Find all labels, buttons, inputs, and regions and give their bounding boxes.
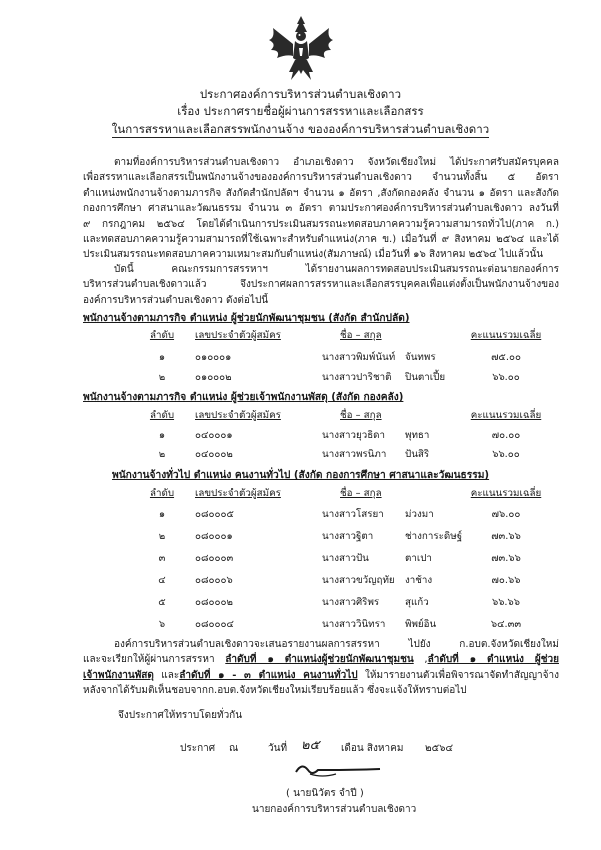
row-score: ๗๐.๖๖: [491, 575, 521, 586]
header-score: คะแนนรวมเฉลี่ย: [470, 330, 542, 341]
conclusion-line: [83, 668, 559, 683]
row-no: ๑: [158, 430, 166, 441]
row-id: ๐๘๐๐๐๒: [195, 597, 233, 608]
row-first-name: นางสาวขวัญฤทัย: [322, 575, 395, 586]
committee-line: องค์การบริหารส่วนตำบลเชิงดาว ดังต่อไปนี้: [83, 294, 269, 306]
conclusion-emphasis: เจ้าพนักงานพัสดุ: [83, 669, 154, 681]
row-first-name: นางสาวฐิตา: [322, 531, 374, 542]
conclusion-line: [83, 652, 559, 667]
section-title-community-dev: พนักงานจ้างตามภารกิจ ตำแหน่ง ผู้ช่วยนักพัฒนาชุมชน (สังกัด สำนักปลัด): [83, 313, 410, 324]
row-score: ๖๔.๓๓: [490, 619, 522, 630]
row-last-name: จันทพร: [405, 352, 436, 363]
conclusion-paragraph: [83, 637, 559, 699]
row-last-name: ช่างการะดิษฐ์: [405, 531, 463, 542]
conclusion-text: และจะเรียกให้ผู้ผ่านการสรรหา: [83, 654, 226, 666]
committee-paragraph: [83, 262, 559, 308]
month-label: เดือน สิงหาคม: [341, 743, 404, 754]
row-id: ๐๘๐๐๐๑: [195, 531, 233, 542]
subtitle-text: ในการสรรหาและเลือกสรรพนักงานจ้าง ขององค์การบริหารส่วนตำบลเชิงดาว: [111, 122, 490, 136]
row-id: ๐๑๐๐๐๑: [195, 352, 232, 363]
conclusion-text: ให้มารายงานตัวเพื่อพิจารณาจัดทำสัญญาจ้าง: [357, 669, 559, 681]
row-id: ๐๘๐๐๐๓: [195, 553, 234, 564]
section-title-general-worker: พนักงานจ้างทั่วไป ตำแหน่ง คนงานทั่วไป (สังกัด กองการศึกษา ศาสนาและวัฒนธรรม): [112, 470, 490, 481]
header-id: เลขประจำตัวผู้สมัคร: [195, 330, 281, 341]
header-no: ลำดับ: [149, 410, 175, 421]
row-first-name: นางสาวยุวธิดา: [322, 430, 386, 441]
intro-paragraph: [83, 155, 559, 263]
intro-line: ประเมินสมรรถนะทดสอบภาคความเหมาะสมกับตำแหน่ง(สัมภาษณ์) เมื่อวันที่ ๑๖ สิงหาคม ๒๕๖๔ ไปแล้วนั้น: [83, 249, 544, 261]
intro-line: กองการศึกษา ศาสนาและวัฒนธรรม จำนวน ๓ อัตรา ตามประกาศองค์การบริหารส่วนตำบลเชิงดาว ลงวันที่: [83, 203, 559, 215]
conclusion-line: องค์การบริหารส่วนตำบลเชิงดาวจะเสนอรายงานผลการสรรหา ไปยัง ก.อบต.จังหวัดเชียงใหม่: [114, 639, 559, 650]
row-no: ๖: [158, 619, 166, 630]
conclusion-emphasis: ลำดับที่ ๑ ตำแหน่งผู้ช่วยนักพัฒนาชุมชน: [225, 654, 414, 666]
row-first-name: นางสาวศิริพร: [322, 597, 380, 608]
announced-label: ประกาศ: [180, 743, 216, 754]
intro-line: เพื่อสรรหาและเลือกสรรเป็นพนักงานจ้างขององค์การบริหารส่วนตำบลเชิงดาว จำนวนทั้งสิ้น ๕ อัตรา: [83, 172, 559, 184]
garuda-emblem-icon: [265, 14, 337, 84]
header-name: ชื่อ – สกุล: [340, 410, 382, 421]
subject-line: เรื่อง ประกาศรายชื่อผู้ผ่านการสรรหาและเลือกสรร: [177, 104, 424, 118]
row-no: ๑: [158, 352, 166, 363]
row-no: ๓: [158, 553, 166, 564]
row-score: ๖๖.๐๐: [492, 449, 520, 460]
row-score: ๗๓.๖๖: [491, 531, 521, 542]
row-no: ๕: [158, 597, 166, 608]
row-last-name: พิพย์อิน: [405, 619, 437, 630]
conclusion-text: ,: [413, 654, 428, 666]
row-last-name: งาช้าง: [405, 575, 433, 586]
row-id: ๐๔๐๐๐๑: [195, 430, 233, 441]
row-last-name: สุแก้ว: [405, 597, 429, 608]
row-id: ๐๔๐๐๐๒: [195, 449, 233, 460]
year-value: ๒๕๖๔: [425, 743, 454, 754]
row-no: ๒: [158, 372, 166, 383]
row-first-name: นางสาวปัน: [322, 553, 369, 564]
row-no: ๒: [158, 531, 166, 542]
row-last-name: ปันสิริ: [405, 449, 430, 460]
row-score: ๗๓.๖๖: [491, 553, 521, 564]
row-last-name: ปินตาเปี้ย: [405, 372, 446, 383]
row-first-name: นางสาวพิมพ์นันท์: [322, 352, 396, 363]
row-score: ๖๖.๐๐: [492, 372, 520, 383]
signatory-position: นายกองค์การบริหารส่วนตำบลเชิงดาว: [252, 804, 417, 815]
row-last-name: ม่วงมา: [405, 509, 434, 520]
conclusion-emphasis: ลำดับที่ ๑ ตำแหน่ง ผู้ช่วย: [427, 654, 559, 666]
header-no: ลำดับ: [149, 488, 175, 499]
intro-line: และทดสอบภาคความรู้ความสามารถที่ใช้เฉพาะสำหรับตำแหน่ง(ภาค ข.) เมื่อวันที่ ๙ สิงหาคม ๒๕๖๔ และได้: [83, 234, 559, 246]
day-value: ๒๕: [301, 738, 320, 753]
row-no: ๔: [158, 575, 166, 586]
subtitle-line: [0, 121, 601, 139]
row-last-name: พุทธา: [405, 430, 430, 441]
day-label: วันที่: [268, 743, 288, 754]
row-id: ๐๘๐๐๐๖: [195, 575, 233, 586]
org-title: ประกาศองค์การบริหารส่วนตำบลเชิงดาว: [199, 87, 402, 101]
conclusion-text: และ: [153, 669, 180, 681]
row-id: ๐๘๐๐๐๕: [195, 509, 234, 520]
committee-line: บริหารส่วนตำบลเชิงดาวแล้ว จึงประกาศผลการสรรหาและเลือกสรรบุคคลเพื่อแต่งตั้งเป็นพนักงานจ้างของ: [83, 279, 559, 291]
intro-line: ตามที่องค์การบริหารส่วนตำบลเชิงดาว อำเภอเชิงดาว จังหวัดเชียงใหม่ ได้ประกาศรับสมัครบุคคล: [114, 157, 559, 168]
closing-statement: จึงประกาศให้ทราบโดยทั่วกัน: [118, 710, 243, 721]
row-score: ๖๖.๖๖: [492, 597, 520, 608]
section-title-supply: พนักงานจ้างตามภารกิจ ตำแหน่ง ผู้ช่วยเจ้าพนักงานพัสดุ (สังกัด กองคลัง): [83, 392, 404, 403]
committee-line: บัดนี้ คณะกรรมการสรรหาฯ ได้รายงานผลการทดสอบประเมินสมรรถนะต่อนายกองค์การ: [114, 264, 559, 275]
row-no: ๒: [158, 449, 166, 460]
row-score: ๗๖.๐๐: [491, 509, 521, 520]
signatory-name: ( นายนิวัตร จำปี ): [286, 788, 364, 799]
signature-image: [292, 758, 384, 780]
row-score: ๗๕.๐๐: [491, 352, 521, 363]
row-last-name: ตาเปา: [405, 553, 432, 564]
header-name: ชื่อ – สกุล: [340, 488, 382, 499]
row-first-name: นางสาวปาริชาติ: [322, 372, 392, 383]
header-id: เลขประจำตัวผู้สมัคร: [195, 410, 281, 421]
conclusion-line: หลังจากได้รับมติเห็นชอบจากก.อบต.จังหวัดเชียงใหม่เรียบร้อยแล้ว ซึ่งจะแจ้งให้ทราบต่อไป: [83, 685, 467, 697]
row-first-name: นางสาวโสรยา: [322, 509, 384, 520]
row-id: ๐๘๐๐๐๔: [195, 619, 234, 630]
header-score: คะแนนรวมเฉลี่ย: [470, 488, 542, 499]
conclusion-emphasis: ลำดับที่ ๑ - ๓ ตำแหน่ง คนงานทั่วไป: [179, 669, 358, 681]
row-id: ๐๑๐๐๐๒: [195, 372, 232, 383]
row-no: ๑: [158, 509, 166, 520]
intro-line: ๙ กรกฎาคม ๒๕๖๔ โดยได้ดำเนินการประเมินสมรรถนะทดสอบภาคความรู้ความสามารถทั่วไป(ภาค ก.): [83, 218, 559, 230]
header-name: ชื่อ – สกุล: [340, 330, 382, 341]
row-first-name: นางสาววินิทรา: [322, 619, 386, 630]
at-label: ณ: [229, 743, 239, 754]
header-no: ลำดับ: [149, 330, 175, 341]
row-first-name: นางสาวพรนิภา: [322, 449, 387, 460]
header-id: เลขประจำตัวผู้สมัคร: [195, 488, 281, 499]
row-score: ๗๐.๐๐: [491, 430, 521, 441]
intro-line: ตำแหน่งพนักงานจ้างตามภารกิจ สังกัดสำนักปลัดฯ จำนวน ๑ อัตรา ,สังกัดกองคลัง จำนวน ๑ อัตรา และสังกัด: [83, 187, 559, 199]
header-score: คะแนนรวมเฉลี่ย: [470, 410, 542, 421]
